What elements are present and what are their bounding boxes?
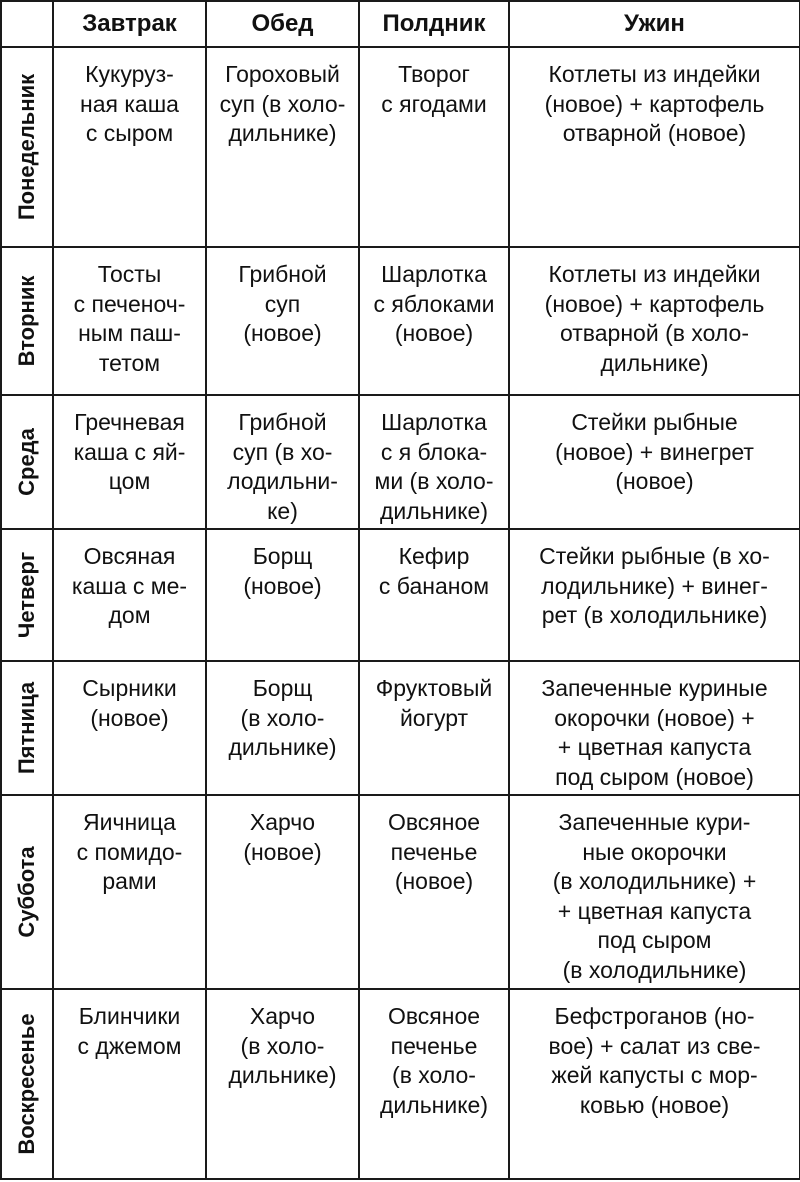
cell-snack: Творог с ягодами [359,47,509,247]
cell-breakfast: Яичница с помидо- рами [53,795,206,989]
day-label: Суббота [14,846,39,938]
header-breakfast: Завтрак [53,1,206,47]
cell-lunch: Гороховый суп (в холо- дильнике) [206,47,359,247]
row-thursday [1,529,800,661]
day-label-cell [1,529,53,661]
row-saturday [1,795,800,989]
day-label: Пятница [14,681,39,775]
cell-dinner: Стейки рыбные (новое) + винегрет (новое) [509,395,800,529]
header-row [1,1,800,47]
cell-lunch: Грибной суп (новое) [206,247,359,395]
day-label-cell [1,395,53,529]
day-label-cell [1,661,53,795]
cell-dinner: Котлеты из индейки (новое) + картофель отварной (новое) [509,47,800,247]
day-label: Четверг [14,551,39,639]
day-label-cell [1,47,53,247]
day-label-cell [1,247,53,395]
cell-lunch: Борщ (в холо- дильнике) [206,661,359,795]
cell-breakfast: Гречневая каша с яй- цом [53,395,206,529]
cell-lunch: Грибной суп (в хо- лодильни- ке) [206,395,359,529]
cell-breakfast: Блинчики с джемом [53,989,206,1179]
cell-breakfast: Овсяная каша с ме- дом [53,529,206,661]
day-label: Понедельник [14,73,39,221]
header-dinner: Ужин [509,1,800,47]
cell-snack: Шарлотка с яблоками (новое) [359,247,509,395]
corner-cell [1,1,53,47]
cell-lunch: Борщ (новое) [206,529,359,661]
header-snack: Полдник [359,1,509,47]
day-label: Среда [14,428,39,496]
row-sunday [1,989,800,1179]
cell-snack: Овсяное печенье (новое) [359,795,509,989]
cell-snack: Шарлотка с я блока- ми (в холо- дильнике) [359,395,509,529]
row-wednesday [1,395,800,529]
header-lunch: Обед [206,1,359,47]
cell-dinner: Запеченные кури- ные окорочки (в холодильнике) + + цветная капуста под сыром (в холодильнике) [509,795,800,989]
cell-dinner: Запеченные куриные окорочки (новое) + + цветная капуста под сыром (новое) [509,661,800,795]
day-label-cell [1,795,53,989]
day-label: Воскресенье [14,1013,39,1155]
cell-snack: Кефир с бананом [359,529,509,661]
cell-breakfast: Кукуруз- ная каша с сыром [53,47,206,247]
cell-snack: Фруктовый йогурт [359,661,509,795]
cell-lunch: Харчо (в холо- дильнике) [206,989,359,1179]
cell-snack: Овсяное печенье (в холо- дильнике) [359,989,509,1179]
day-label-cell [1,989,53,1179]
cell-dinner: Стейки рыбные (в хо- лодильнике) + винег- рет (в холодильнике) [509,529,800,661]
cell-dinner: Бефстроганов (но- вое) + салат из све- жей капусты с мор- ковью (новое) [509,989,800,1179]
cell-dinner: Котлеты из индейки (новое) + картофель отварной (в холо- дильнике) [509,247,800,395]
row-monday [1,47,800,247]
cell-breakfast: Сырники (новое) [53,661,206,795]
day-label: Вторник [14,275,39,367]
cell-lunch: Харчо (новое) [206,795,359,989]
row-tuesday [1,247,800,395]
row-friday [1,661,800,795]
cell-breakfast: Тосты с печеноч- ным паш- тетом [53,247,206,395]
